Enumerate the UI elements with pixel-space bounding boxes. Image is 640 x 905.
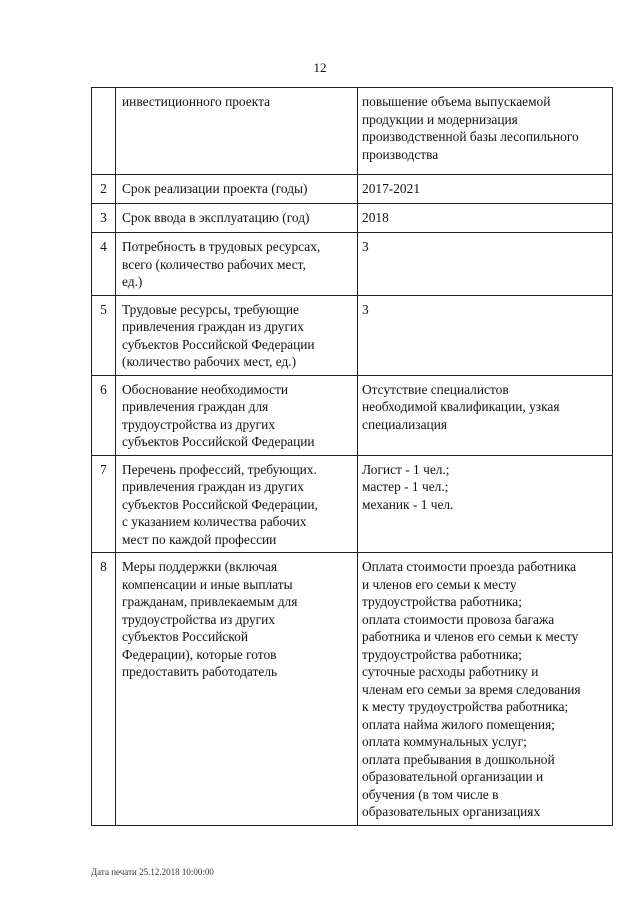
row-label: Трудовые ресурсы, требующие привлечения граждан из других субъектов Российской Федерации (количество рабочих мест, ед.) [116,295,358,375]
row-label: Обоснование необходимости привлечения граждан для трудоустройства из других субъектов Российской Федерации [116,375,358,455]
row-number: 5 [92,295,116,375]
row-label: Срок ввода в эксплуатацию (год) [116,204,358,233]
page-number: 12 [313,60,327,75]
table-row [92,204,613,233]
row-value: 2018 [358,204,613,233]
row-number: 8 [92,553,116,826]
print-date: Дата печати 25.12.2018 10:00:00 [91,867,214,877]
row-value: Логист - 1 чел.; мастер - 1 чел.; механик - 1 чел. [358,455,613,553]
row-value: 3 [358,295,613,375]
row-number: 7 [92,455,116,553]
table-row [92,233,613,296]
row-label: инвестиционного проекта [116,88,358,175]
table-row [92,175,613,204]
row-label: Потребность в трудовых ресурсах, всего (количество рабочих мест, ед.) [116,233,358,296]
row-value: Отсутствие специалистов необходимой квалификации, узкая специализация [358,375,613,455]
table-row [92,375,613,455]
row-number: 4 [92,233,116,296]
table-row [92,295,613,375]
row-label: Меры поддержки (включая компенсации и иные выплаты гражданам, привлекаемым для трудоустройства из других субъектов Российской Федерации), которые готов предоставить работодатель [116,553,358,826]
table-row [92,455,613,553]
table-row [92,553,613,826]
row-value: 3 [358,233,613,296]
row-label: Срок реализации проекта (годы) [116,175,358,204]
row-label: Перечень профессий, требующих. привлечения граждан из других субъектов Российской Федерации, с указанием количества рабочих мест по каждой профессии [116,455,358,553]
row-number: 3 [92,204,116,233]
row-number: 2 [92,175,116,204]
row-value: 2017-2021 [358,175,613,204]
project-info-table [91,87,613,826]
row-value: повышение объема выпускаемой продукции и модернизация производственной базы лесопильного производства [358,88,613,175]
row-value: Оплата стоимости проезда работника и членов его семьи к месту трудоустройства работника; оплата стоимости провоза багажа работника и членов его семьи к месту трудоустройства работника; суточные расходы работнику и членам его семьи за время следования к месту трудоустройства работника; оплата найма жилого помещения; оплата коммунальных услуг; оплата пребывания в дошкольной образовательной организации и обучения (в том числе в образовательных организациях [358,553,613,826]
row-number: 6 [92,375,116,455]
row-number [92,88,116,175]
table-row [92,88,613,175]
